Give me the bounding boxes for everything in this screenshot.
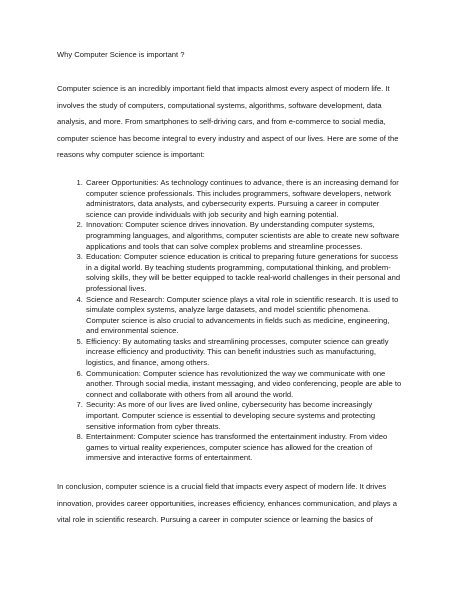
list-item-heading: Efficiency: bbox=[86, 336, 121, 346]
list-item bbox=[85, 432, 404, 464]
list-item-text: As more of our lives are lived online, cybersecurity has become increasingly important. Computer science is essential to developing secure systems and protecting sensitive information from cyber threats. bbox=[86, 400, 376, 431]
conclusion-paragraph: In conclusion, computer science is a crucial field that impacts every aspect of modern life. It drives innovation, provides career opportunities, increases efficiency, enhances communication, and plays a vital role in scientific research. Pursuing a career in computer science or learning the basics of bbox=[57, 482, 397, 525]
list-item-heading: Science and Research: bbox=[86, 294, 165, 304]
list-item bbox=[85, 178, 404, 220]
list-item-heading: Career Opportunities: bbox=[86, 177, 159, 187]
list-item-heading: Security: bbox=[86, 400, 116, 410]
document-title: Why Computer Science is important ? bbox=[57, 50, 185, 59]
list-item-text: Computer science drives innovation. By understanding computer systems, programming languages, and algorithms, computer scientists are able to create new software applications and tools that can solve complex problems and streamline processes. bbox=[86, 220, 400, 251]
list-item-heading: Education: bbox=[86, 252, 122, 262]
intro-paragraph: Computer science is an incredibly important field that impacts almost every aspect of modern life. It involves the study of computers, computational systems, algorithms, software development, data analysis, and more. From smartphones to self-driving cars, and from e-commerce to social media, computer science has become integral to every industry and aspect of our lives. Here are some of the reasons why computer science is important: bbox=[57, 84, 399, 160]
list-item-text: Computer science has transformed the entertainment industry. From video games to virtual reality experiences, computer science has allowed for the creation of immersive and interactive forms of entertainment. bbox=[86, 432, 388, 463]
list-item-text: Computer science has revolutionized the way we communicate with one another. Through social media, instant messaging, and video conferencing, people are able to connect and collaborate with others from all around the world. bbox=[86, 368, 402, 399]
list-item bbox=[85, 337, 404, 369]
list-item bbox=[85, 220, 404, 252]
list-item-text: Computer science education is critical to preparing future generations for success in a digital world. By teaching students programming, computational thinking, and problem-solving skills, they will be better equipped to tackle real-world challenges in their personal and professional lives. bbox=[86, 252, 401, 293]
list-item bbox=[85, 400, 404, 432]
reasons-list bbox=[57, 178, 404, 464]
list-item-text: By automating tasks and streamlining processes, computer science can greatly increase efficiency and productivity. This can benefit industries such as manufacturing, logistics, and finance, among others. bbox=[86, 336, 389, 368]
list-item-heading: Communication: bbox=[86, 368, 141, 378]
list-item-heading: Innovation: bbox=[86, 220, 124, 230]
list-item bbox=[85, 252, 404, 294]
list-item-text: Computer science plays a vital role in scientific research. It is used to simulate complex systems, analyze large datasets, and model scientific phenomena. Computer science is also crucial to advancements in fields such as medicine, engineering, and environmental science. bbox=[86, 294, 399, 336]
list-item bbox=[85, 295, 404, 337]
list-item-heading: Entertainment: bbox=[86, 432, 136, 442]
list-item bbox=[85, 369, 404, 401]
list-item-text: As technology continues to advance, there is an increasing demand for computer science professionals. This includes programmers, software developers, network administrators, data analysts, and cybersecurity experts. Pursuing a career in computer science can provide individuals with job security and high earning potential. bbox=[86, 177, 399, 219]
